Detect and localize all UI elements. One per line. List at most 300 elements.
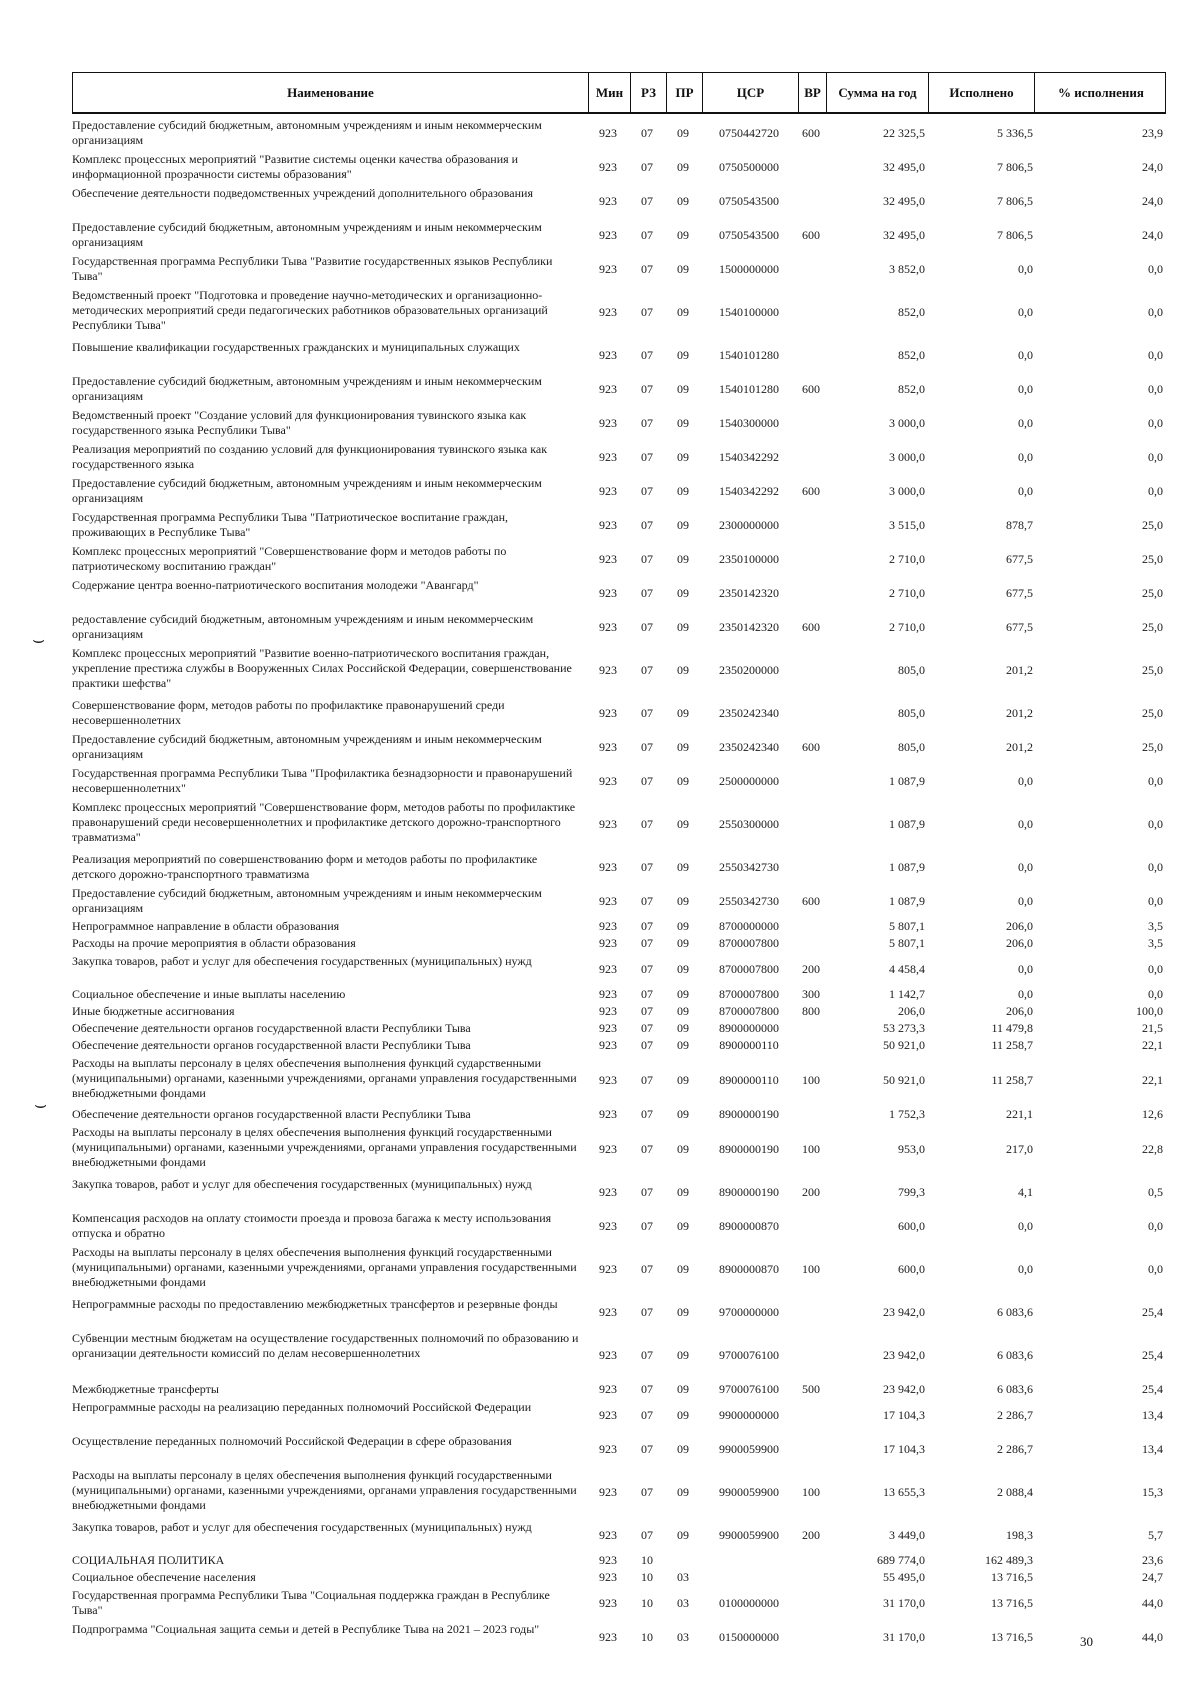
cell-vr: 200 (802, 1527, 820, 1542)
cell-pct: 0,0 (1148, 816, 1163, 831)
table-row (72, 440, 1172, 474)
cell-done: 2 088,4 (997, 1484, 1033, 1499)
cell-done: 198,3 (1006, 1527, 1033, 1542)
cell-pr: 09 (677, 1407, 689, 1422)
cell-pct: 0,5 (1148, 1184, 1163, 1199)
cell-pct: 0,0 (1148, 773, 1163, 788)
table-row (72, 1552, 1172, 1569)
cell-pr: 09 (677, 193, 689, 208)
cell-csr: 8700007800 (719, 987, 779, 1001)
cell-vr (797, 1295, 825, 1329)
cell-vr (797, 1106, 825, 1123)
cell-rz: 07 (641, 261, 653, 276)
cell-vr (797, 338, 825, 372)
cell-done: 206,0 (1006, 919, 1033, 933)
cell-min: 923 (599, 773, 617, 788)
cell-sum: 206,0 (898, 1004, 925, 1018)
cell-name: Комплекс процессных мероприятий "Развитие военно-патриотического воспитания граждан, укрепление престижа службы в Вооруженных Силах Российской Федерации, совершенствование практики шефства" (72, 646, 572, 690)
cell-pr: 09 (677, 705, 689, 720)
cell-rz: 07 (641, 739, 653, 754)
cell-min: 923 (599, 1347, 617, 1362)
table-row (72, 286, 1172, 338)
cell-csr: 8700007800 (719, 961, 779, 976)
cell-csr: 2550342730 (719, 859, 779, 874)
cell-rz: 07 (641, 551, 653, 566)
cell-vr (797, 1020, 825, 1037)
cell-name: Предоставление субсидий бюджетным, автономным учреждениям и иным некоммерческим организациям (72, 220, 542, 249)
cell-min: 923 (599, 125, 617, 140)
cell-name: Предоставление субсидий бюджетным, автономным учреждениям и иным некоммерческим организациям (72, 374, 542, 403)
cell-sum: 13 655,3 (883, 1484, 925, 1499)
cell-done: 7 806,5 (997, 227, 1033, 242)
cell-name: Ведомственный проект "Подготовка и проведение научно-методических и организационно-методических мероприятий среди педагогических работников образовательных организаций Республики Тыва" (72, 288, 548, 332)
header-rz: РЗ (630, 73, 666, 112)
cell-name: Обеспечение деятельности органов государственной власти Республики Тыва (72, 1038, 471, 1052)
cell-vr (797, 644, 825, 696)
cell-pct: 23,9 (1142, 125, 1163, 140)
cell-rz: 07 (641, 773, 653, 788)
table-row (72, 150, 1172, 184)
cell-csr: 0750442720 (719, 125, 779, 140)
cell-pct: 0,0 (1148, 381, 1163, 396)
cell-pct: 0,0 (1148, 261, 1163, 276)
cell-sum: 50 921,0 (883, 1072, 925, 1087)
header-pct: % исполнения (1034, 73, 1167, 112)
cell-done: 0,0 (1018, 816, 1033, 831)
cell-pct: 25,0 (1142, 517, 1163, 532)
cell-name: Расходы на выплаты персоналу в целях обеспечения выполнения функций государственными (муниципальными) органами, казенными учреждениями, органами управления государственными внебюджетными фондами (72, 1468, 577, 1512)
cell-done: 878,7 (1006, 517, 1033, 532)
table-row (72, 218, 1172, 252)
cell-sum: 805,0 (898, 705, 925, 720)
cell-pr: 09 (677, 987, 689, 1001)
cell-vr: 600 (802, 893, 820, 908)
cell-min: 923 (599, 1107, 617, 1121)
cell-csr: 8900000190 (719, 1184, 779, 1199)
cell-pr: 09 (677, 1347, 689, 1362)
cell-vr (797, 1209, 825, 1243)
cell-done: 0,0 (1018, 987, 1033, 1001)
cell-sum: 852,0 (898, 304, 925, 319)
cell-csr: 1500000000 (719, 261, 779, 276)
cell-name: Обеспечение деятельности подведомственных учреждений дополнительного образования (72, 186, 533, 200)
cell-sum: 5 807,1 (889, 919, 925, 933)
cell-rz: 07 (641, 159, 653, 174)
cell-vr (797, 918, 825, 935)
cell-done: 677,5 (1006, 551, 1033, 566)
cell-pct: 25,0 (1142, 619, 1163, 634)
cell-pct: 0,0 (1148, 859, 1163, 874)
cell-vr: 500 (802, 1382, 820, 1396)
cell-sum: 2 710,0 (889, 619, 925, 634)
cell-sum: 55 495,0 (883, 1570, 925, 1584)
cell-done: 6 083,6 (997, 1304, 1033, 1319)
cell-csr: 1540101280 (719, 347, 779, 362)
cell-pct: 3,5 (1148, 936, 1163, 950)
cell-csr: 9900059900 (719, 1484, 779, 1499)
table-row (72, 1620, 1172, 1654)
cell-done: 0,0 (1018, 483, 1033, 498)
cell-min: 923 (599, 1261, 617, 1276)
cell-vr: 100 (802, 1072, 820, 1087)
cell-csr: 2350142320 (719, 619, 779, 634)
cell-rz: 07 (641, 1107, 653, 1121)
cell-done: 7 806,5 (997, 193, 1033, 208)
table-row (72, 696, 1172, 730)
cell-pct: 25,0 (1142, 662, 1163, 677)
cell-min: 923 (599, 193, 617, 208)
cell-vr (797, 576, 825, 610)
cell-sum: 805,0 (898, 739, 925, 754)
cell-csr: 8700000000 (719, 919, 779, 933)
cell-done: 0,0 (1018, 261, 1033, 276)
cell-name: Закупка товаров, работ и услуг для обеспечения государственных (муниципальных) нужд (72, 1520, 532, 1534)
cell-min: 923 (599, 1004, 617, 1018)
cell-pr: 09 (677, 1218, 689, 1233)
cell-csr: 9700076100 (719, 1347, 779, 1362)
cell-min: 923 (599, 1038, 617, 1052)
table-row (72, 764, 1172, 798)
cell-sum: 2 710,0 (889, 585, 925, 600)
cell-sum: 53 273,3 (883, 1021, 925, 1035)
cell-rz: 07 (641, 961, 653, 976)
cell-pr: 09 (677, 961, 689, 976)
cell-pct: 15,3 (1142, 1484, 1163, 1499)
cell-sum: 3 515,0 (889, 517, 925, 532)
cell-pct: 0,0 (1148, 415, 1163, 430)
cell-csr: 1540342292 (719, 483, 779, 498)
table-row (72, 1329, 1172, 1381)
cell-min: 923 (599, 662, 617, 677)
cell-min: 923 (599, 1484, 617, 1499)
cell-done: 0,0 (1018, 893, 1033, 908)
cell-rz: 07 (641, 816, 653, 831)
cell-vr: 300 (802, 987, 820, 1001)
table-row (72, 1106, 1172, 1123)
cell-vr (797, 1586, 825, 1620)
table-row (72, 1518, 1172, 1552)
cell-done: 6 083,6 (997, 1347, 1033, 1362)
cell-rz: 07 (641, 1441, 653, 1456)
table-row (72, 474, 1172, 508)
cell-name: Расходы на прочие мероприятия в области образования (72, 936, 356, 950)
cell-pct: 24,0 (1142, 227, 1163, 242)
cell-csr: 8700007800 (719, 936, 779, 950)
cell-rz: 07 (641, 1021, 653, 1035)
cell-csr: 9700076100 (719, 1382, 779, 1396)
cell-vr (797, 850, 825, 884)
cell-pct: 0,0 (1148, 961, 1163, 976)
table-row (72, 610, 1172, 644)
cell-min: 923 (599, 1407, 617, 1422)
cell-pct: 44,0 (1142, 1595, 1163, 1610)
cell-sum: 31 170,0 (883, 1595, 925, 1610)
scan-mark-icon: ⌣ (34, 1094, 48, 1116)
cell-rz: 07 (641, 227, 653, 242)
table-row (72, 1209, 1172, 1243)
cell-vr: 100 (802, 1141, 820, 1156)
cell-pr: 09 (677, 1261, 689, 1276)
cell-pct: 44,0 (1142, 1629, 1163, 1644)
cell-done: 677,5 (1006, 619, 1033, 634)
cell-name: Комплекс процессных мероприятий "Совершенствование форм, методов работы по профилактике правонарушений среди несовершеннолетних и профилактике детского дорожно-транспортного травматизма" (72, 800, 576, 844)
cell-pr: 09 (677, 739, 689, 754)
header-pr: ПР (666, 73, 702, 112)
cell-name: Предоставление субсидий бюджетным, автономным учреждениям и иным некоммерческим организациям (72, 732, 542, 761)
cell-min: 923 (599, 705, 617, 720)
cell-done: 5 336,5 (997, 125, 1033, 140)
cell-name: Субвенции местным бюджетам на осуществление государственных полномочий по образованию и организации деятельности комиссий по делам несовершеннолетних (72, 1331, 579, 1360)
cell-pct: 100,0 (1136, 1004, 1163, 1018)
cell-pr: 09 (677, 585, 689, 600)
cell-pct: 22,8 (1142, 1141, 1163, 1156)
cell-csr (701, 1569, 797, 1586)
cell-pct: 25,4 (1142, 1382, 1163, 1396)
cell-min: 923 (599, 1218, 617, 1233)
cell-min: 923 (599, 987, 617, 1001)
cell-vr: 600 (802, 227, 820, 242)
cell-min: 923 (599, 936, 617, 950)
cell-pct: 0,0 (1148, 483, 1163, 498)
cell-vr (797, 286, 825, 338)
cell-name: СОЦИАЛЬНАЯ ПОЛИТИКА (72, 1553, 225, 1567)
cell-vr: 800 (802, 1004, 820, 1018)
cell-name: Реализация мероприятий по совершенствованию форм и методов работы по профилактике детского дорожно-транспортного травматизма (72, 852, 538, 881)
cell-rz: 07 (641, 1527, 653, 1542)
cell-name: Государственная программа Республики Тыва "Профилактика безнадзорности и правонарушений несовершеннолетних" (72, 766, 573, 795)
cell-sum: 852,0 (898, 381, 925, 396)
header-csr: ЦСР (702, 73, 798, 112)
cell-min: 923 (599, 1441, 617, 1456)
cell-csr: 2500000000 (719, 773, 779, 788)
cell-name: Государственная программа Республики Тыва "Социальная поддержка граждан в Республике Тыва" (72, 1588, 550, 1617)
table-header (72, 72, 1166, 114)
cell-pr: 09 (677, 1038, 689, 1052)
cell-csr: 9900000000 (719, 1407, 779, 1422)
cell-vr: 600 (802, 739, 820, 754)
cell-pr: 09 (677, 816, 689, 831)
cell-min: 923 (599, 1304, 617, 1319)
cell-done: 4,1 (1018, 1184, 1033, 1199)
cell-name: Закупка товаров, работ и услуг для обеспечения государственных (муниципальных) нужд (72, 1177, 532, 1191)
cell-csr: 8900000190 (719, 1141, 779, 1156)
cell-rz: 07 (641, 705, 653, 720)
cell-min: 923 (599, 304, 617, 319)
table-row (72, 1020, 1172, 1037)
cell-csr: 0750543500 (719, 193, 779, 208)
cell-vr (797, 406, 825, 440)
cell-name: Непрограммные расходы по предоставлению межбюджетных трансфертов и резервные фонды (72, 1297, 558, 1311)
cell-name: Реализация мероприятий по созданию условий для функционирования тувинского языка как государственного языка (72, 442, 548, 471)
cell-rz: 07 (641, 1004, 653, 1018)
cell-pr: 09 (677, 449, 689, 464)
cell-done: 201,2 (1006, 662, 1033, 677)
cell-pct: 5,7 (1148, 1527, 1163, 1542)
cell-vr (797, 252, 825, 286)
cell-sum: 799,3 (898, 1184, 925, 1199)
cell-name: редоставление субсидий бюджетным, автономным учреждениям и иным некоммерческим организациям (72, 612, 534, 641)
cell-min: 923 (599, 961, 617, 976)
cell-rz: 07 (641, 893, 653, 908)
cell-sum: 3 000,0 (889, 415, 925, 430)
cell-pr: 09 (677, 159, 689, 174)
cell-rz: 07 (641, 987, 653, 1001)
cell-min: 923 (599, 919, 617, 933)
cell-min: 923 (599, 1553, 617, 1567)
cell-pr: 09 (677, 1484, 689, 1499)
cell-rz: 07 (641, 859, 653, 874)
cell-vr (797, 764, 825, 798)
cell-sum: 600,0 (898, 1218, 925, 1233)
cell-pct: 3,5 (1148, 919, 1163, 933)
cell-sum: 23 942,0 (883, 1382, 925, 1396)
cell-rz: 07 (641, 1382, 653, 1396)
cell-min: 923 (599, 227, 617, 242)
cell-pr: 09 (677, 1021, 689, 1035)
cell-csr: 9700000000 (719, 1304, 779, 1319)
cell-csr: 0750500000 (719, 159, 779, 174)
cell-sum: 1 087,9 (889, 893, 925, 908)
cell-done: 206,0 (1006, 1004, 1033, 1018)
cell-sum: 17 104,3 (883, 1407, 925, 1422)
cell-rz: 07 (641, 1218, 653, 1233)
cell-min: 923 (599, 1021, 617, 1035)
cell-name: Государственная программа Республики Тыва "Патриотическое воспитание граждан, проживающих в Республике Тыва" (72, 510, 509, 539)
cell-rz: 07 (641, 483, 653, 498)
cell-pr: 09 (677, 1441, 689, 1456)
cell-done: 0,0 (1018, 859, 1033, 874)
cell-vr: 600 (802, 125, 820, 140)
cell-sum: 1 087,9 (889, 816, 925, 831)
cell-rz: 07 (641, 1407, 653, 1422)
cell-done: 2 286,7 (997, 1407, 1033, 1422)
cell-rz: 07 (641, 662, 653, 677)
cell-sum: 31 170,0 (883, 1629, 925, 1644)
cell-pct: 0,0 (1148, 893, 1163, 908)
cell-sum: 50 921,0 (883, 1038, 925, 1052)
cell-rz: 07 (641, 619, 653, 634)
cell-pct: 21,5 (1142, 1021, 1163, 1035)
table-row (72, 935, 1172, 952)
cell-sum: 32 495,0 (883, 227, 925, 242)
cell-rz: 07 (641, 193, 653, 208)
cell-pct: 25,0 (1142, 739, 1163, 754)
cell-done: 11 258,7 (991, 1072, 1033, 1087)
cell-pr: 09 (677, 1072, 689, 1087)
cell-min: 923 (599, 1184, 617, 1199)
header-sum: Сумма на год (826, 73, 928, 112)
cell-min: 923 (599, 1629, 617, 1644)
cell-csr: 0750543500 (719, 227, 779, 242)
cell-csr (701, 1552, 797, 1569)
cell-min: 923 (599, 1072, 617, 1087)
cell-pct: 0,0 (1148, 449, 1163, 464)
cell-pr: 03 (677, 1595, 689, 1610)
cell-pct: 23,6 (1142, 1553, 1163, 1567)
cell-csr: 2300000000 (719, 517, 779, 532)
cell-pr: 03 (677, 1570, 689, 1584)
cell-done: 0,0 (1018, 1218, 1033, 1233)
cell-name: Государственная программа Республики Тыва "Развитие государственных языков Республики Тыва" (72, 254, 553, 283)
cell-min: 923 (599, 739, 617, 754)
cell-pr: 09 (677, 304, 689, 319)
table-row (72, 542, 1172, 576)
cell-done: 0,0 (1018, 961, 1033, 976)
cell-pr: 09 (677, 1004, 689, 1018)
cell-min: 923 (599, 1595, 617, 1610)
cell-rz: 07 (641, 1038, 653, 1052)
cell-sum: 23 942,0 (883, 1304, 925, 1319)
table-row (72, 918, 1172, 935)
cell-rz: 07 (641, 1184, 653, 1199)
cell-rz: 07 (641, 415, 653, 430)
cell-min: 923 (599, 261, 617, 276)
cell-min: 923 (599, 1141, 617, 1156)
cell-done: 201,2 (1006, 705, 1033, 720)
cell-name: Расходы на выплаты персоналу в целях обеспечения выполнения функций государственными (муниципальными) органами, казенными учреждениями, органами управления государственными внебюджетными фондами (72, 1245, 577, 1289)
cell-sum: 5 807,1 (889, 936, 925, 950)
cell-csr: 2350100000 (719, 551, 779, 566)
cell-rz: 10 (641, 1595, 653, 1610)
cell-pct: 25,0 (1142, 705, 1163, 720)
cell-pr: 09 (677, 1304, 689, 1319)
cell-done: 0,0 (1018, 449, 1033, 464)
cell-min: 923 (599, 381, 617, 396)
cell-name: Социальное обеспечение и иные выплаты населению (72, 987, 346, 1001)
cell-rz: 07 (641, 347, 653, 362)
cell-rz: 07 (641, 585, 653, 600)
cell-done: 162 489,3 (985, 1553, 1033, 1567)
cell-rz: 07 (641, 919, 653, 933)
cell-name: Предоставление субсидий бюджетным, автономным учреждениям и иным некоммерческим организациям (72, 118, 542, 147)
cell-pr: 03 (677, 1629, 689, 1644)
cell-pr: 09 (677, 662, 689, 677)
table-row (72, 252, 1172, 286)
cell-pr: 09 (677, 919, 689, 933)
cell-pr: 09 (677, 1141, 689, 1156)
cell-min: 923 (599, 585, 617, 600)
cell-sum: 3 852,0 (889, 261, 925, 276)
cell-min: 923 (599, 159, 617, 174)
cell-min: 923 (599, 517, 617, 532)
cell-min: 923 (599, 1527, 617, 1542)
cell-pct: 0,0 (1148, 304, 1163, 319)
table-row (72, 1037, 1172, 1054)
cell-csr: 8900000110 (719, 1072, 779, 1087)
cell-done: 0,0 (1018, 381, 1033, 396)
cell-rz: 07 (641, 1141, 653, 1156)
table-row (72, 1243, 1172, 1295)
cell-name: Ведомственный проект "Создание условий для функционирования тувинского языка как государственного языка Республики Тыва" (72, 408, 527, 437)
cell-rz: 07 (641, 381, 653, 396)
cell-name: Комплекс процессных мероприятий "Развитие системы оценки качества образования и информационной прозрачности системы образования" (72, 152, 519, 181)
cell-done: 0,0 (1018, 1261, 1033, 1276)
cell-rz: 07 (641, 125, 653, 140)
cell-sum: 852,0 (898, 347, 925, 362)
table-row (72, 1054, 1172, 1106)
cell-csr: 0150000000 (719, 1629, 779, 1644)
cell-csr: 9900059900 (719, 1441, 779, 1456)
cell-sum: 3 000,0 (889, 449, 925, 464)
cell-done: 677,5 (1006, 585, 1033, 600)
cell-vr (797, 542, 825, 576)
cell-csr: 1540100000 (719, 304, 779, 319)
cell-csr: 8900000870 (719, 1218, 779, 1233)
table-row (72, 798, 1172, 850)
cell-csr: 2350242340 (719, 705, 779, 720)
cell-name: Непрограммное направление в области образования (72, 919, 340, 933)
table-row (72, 850, 1172, 884)
